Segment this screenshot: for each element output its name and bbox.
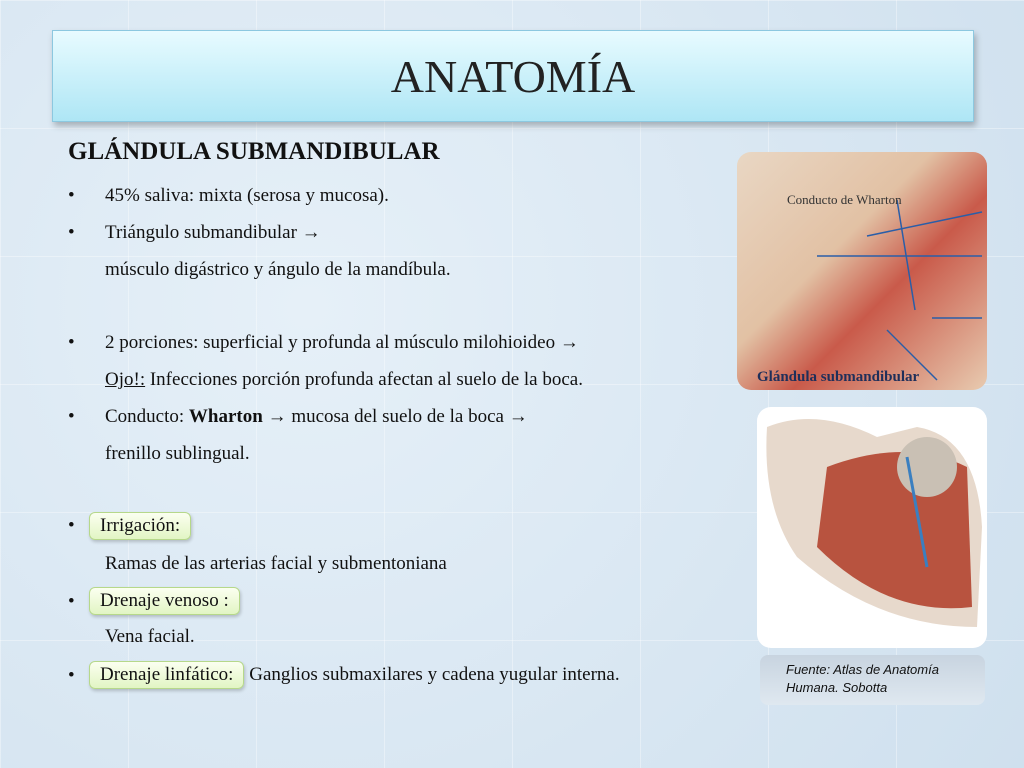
section-heading: GLÁNDULA SUBMANDIBULAR: [68, 138, 440, 165]
ojo-text: Infecciones porción profunda afectan al suelo de la boca.: [145, 369, 583, 390]
ojo-label: Ojo!:: [105, 369, 146, 390]
drenaje-venoso-label: Drenaje venoso :: [89, 587, 240, 615]
bullet-drenaje-venoso: [100, 587, 240, 615]
anatomy-image-mouth: [737, 152, 987, 390]
bullet-marker: •: [68, 591, 75, 612]
bullet-irrigacion: [100, 512, 191, 540]
bullet-triangulo-detail: músculo digástrico y ángulo de la mandíbula.: [105, 259, 451, 280]
irrigacion-label: Irrigación:: [89, 512, 191, 540]
anatomy-image-dissection: [757, 407, 987, 648]
conducto-text: → mucosa del suelo de la boca →: [262, 406, 528, 427]
wharton-text: Wharton: [188, 406, 263, 427]
bullet-conducto-detail: frenillo sublingual.: [105, 443, 250, 464]
slide-title: [52, 30, 974, 122]
drenaje-linfatico-label: Drenaje linfático:: [89, 661, 244, 689]
bullet-marker: •: [68, 515, 75, 536]
bullet-marker: •: [68, 185, 75, 206]
bullet-irrigacion-detail: Ramas de las arterias facial y submentoniana: [105, 553, 447, 574]
source-caption: [760, 655, 985, 705]
bullet-ojo: [105, 369, 583, 391]
drenaje-linfatico-text: Ganglios submaxilares y cadena yugular interna.: [244, 664, 620, 685]
conducto-label: Conducto:: [105, 406, 189, 427]
pointer-arrows-icon: [737, 152, 987, 390]
bullet-marker: •: [68, 665, 75, 686]
bullet-conducto: [105, 406, 528, 428]
dissection-illustration-icon: [757, 407, 987, 648]
label-conducto-wharton: Conducto de Wharton: [787, 192, 902, 207]
caption-line-1: Fuente: Atlas de Anatomía: [786, 662, 939, 677]
bullet-porciones: 2 porciones: superficial y profunda al músculo milohioideo →: [105, 332, 579, 353]
label-glandula-submandibular: Glándula submandibular: [757, 369, 920, 385]
bullet-saliva: 45% saliva: mixta (serosa y mucosa).: [105, 185, 389, 206]
bullet-marker: •: [68, 332, 75, 353]
bullet-drenaje-venoso-detail: Vena facial.: [105, 626, 195, 647]
bullet-drenaje-linfatico: [100, 661, 620, 689]
bullet-marker: •: [68, 222, 75, 243]
title-text: ANATOMÍA: [390, 50, 636, 102]
caption-line-2: Humana. Sobotta: [786, 680, 888, 695]
bullet-triangulo: Triángulo submandibular →: [105, 222, 321, 243]
bullet-marker: •: [68, 406, 75, 427]
